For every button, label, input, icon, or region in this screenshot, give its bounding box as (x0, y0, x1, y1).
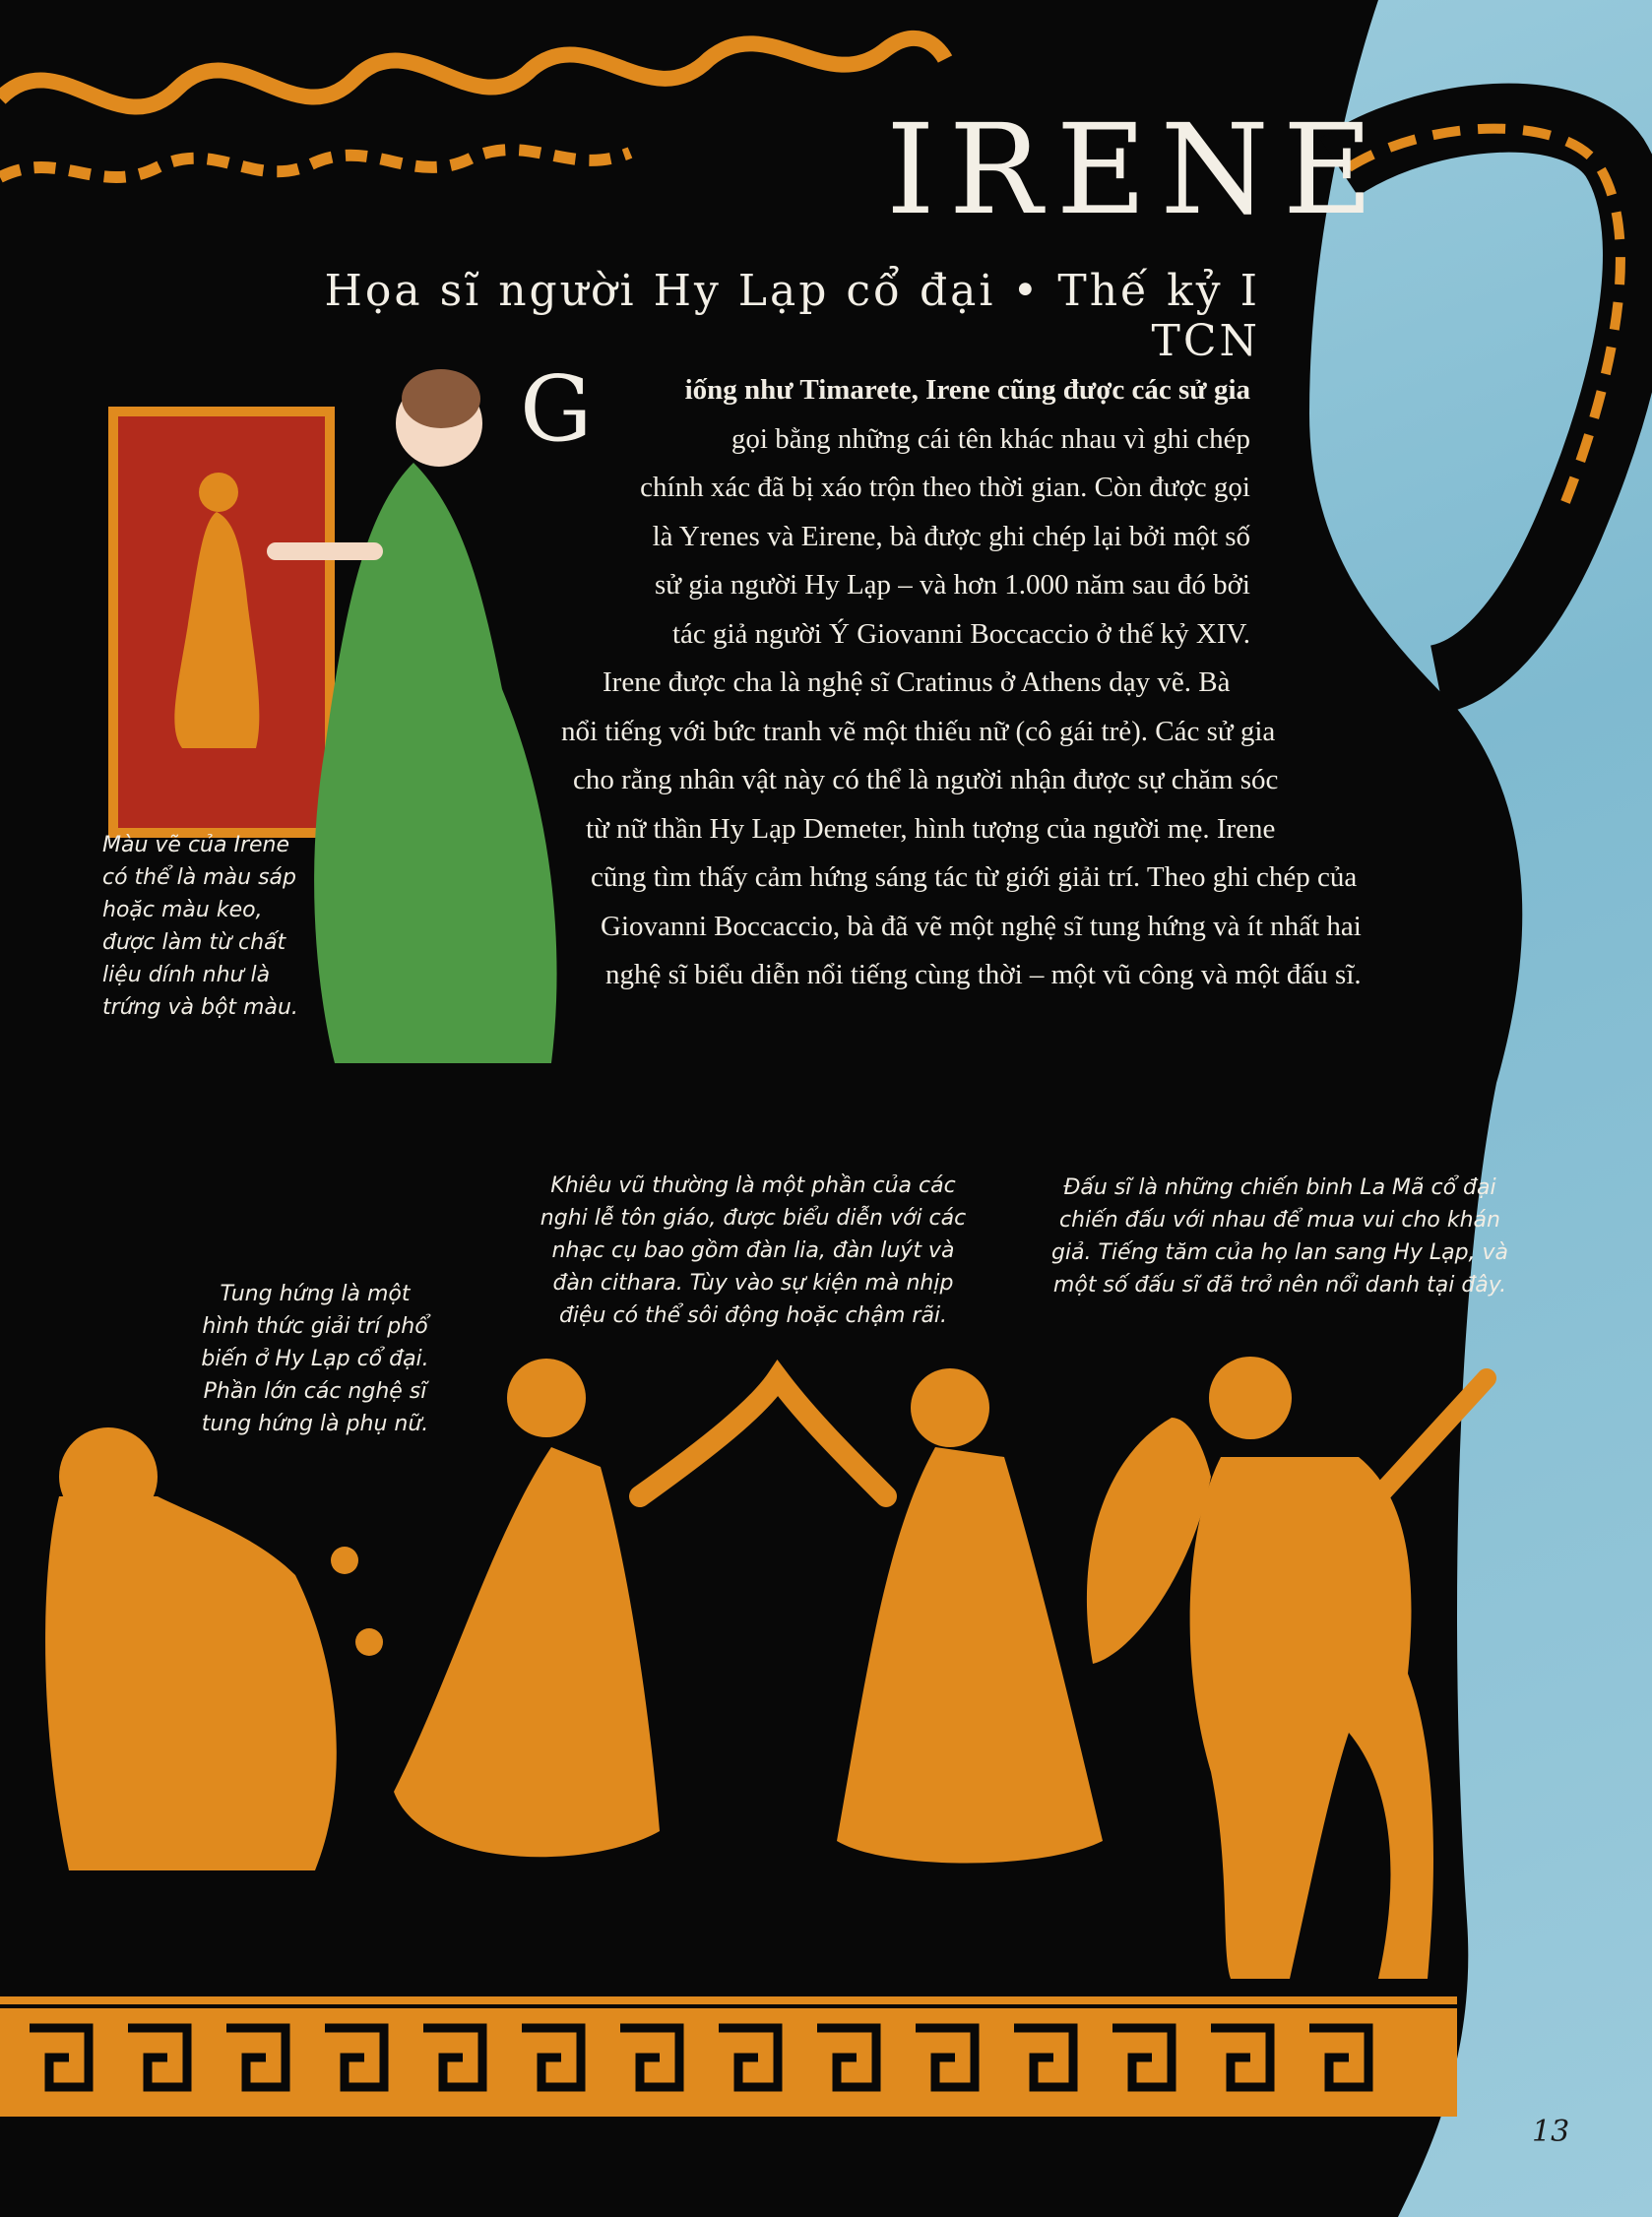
irene-hair (402, 369, 480, 428)
paragraph-2-line: nghệ sĩ biểu diễn nổi tiếng cùng thời – một vũ công và một đấu sĩ. (605, 959, 1362, 990)
caption-line: đàn cithara. Tùy vào sự kiện mà nhịp (552, 1271, 954, 1296)
juggling-ball-2 (355, 1628, 383, 1656)
paragraph-1-line: chính xác đã bị xáo trộn theo thời gian. Còn được gọi (640, 472, 1250, 503)
caption-gladiator (1039, 1172, 1521, 1301)
paragraph-1-line: là Yrenes và Eirene, bà được ghi chép lại bởi một số (652, 520, 1250, 552)
paragraph-2-line: từ nữ thần Hy Lạp Demeter, hình tượng của người mẹ. Irene (586, 812, 1276, 845)
caption-line: điệu có thể sôi động hoặc chậm rãi. (558, 1303, 948, 1328)
caption-line: liệu dính như là (102, 963, 271, 987)
dancer-2-head (911, 1368, 989, 1447)
caption-line: tung hứng là phụ nữ. (201, 1412, 429, 1436)
paragraph-1-line: iống như Timarete, Irene cũng được các sử gia (684, 374, 1250, 406)
page-number: 13 (1532, 2115, 1570, 2149)
paragraph-2-line: cũng tìm thấy cảm hứng sáng tác từ giới giải trí. Theo ghi chép của (591, 861, 1358, 893)
paragraph-2-line: nổi tiếng với bức tranh vẽ một thiếu nữ (cô gái trẻ). Các sử gia (561, 715, 1276, 747)
paragraph-1-line: sử gia người Hy Lạp – và hơn 1.000 năm sau đó bởi (654, 569, 1250, 601)
gladiator-head (1209, 1357, 1292, 1439)
caption-line: chiến đấu với nhau để mua vui cho khán (1059, 1208, 1500, 1233)
paragraph-2-line: Giovanni Boccaccio, bà đã vẽ một nghệ sĩ tung hứng và ít nhất hai (601, 910, 1362, 942)
caption-dance (522, 1170, 985, 1332)
dancer-1-head (507, 1359, 586, 1437)
paragraph-1 (520, 356, 1250, 659)
caption-line: Phần lớn các nghệ sĩ (203, 1379, 427, 1404)
caption-line: Màu vẽ của Irene (102, 833, 290, 857)
caption-juggling (172, 1278, 458, 1440)
paragraph-2-line: cho rằng nhân vật này có thể là người nhận được sự chăm sóc (573, 764, 1279, 795)
page-subtitle: Họa sĩ người Hy Lạp cổ đại • Thế kỷ I TCN (324, 266, 1260, 366)
caption-line: giả. Tiếng tăm của họ lan sang Hy Lạp, và (1050, 1240, 1509, 1265)
caption-line: Tung hứng là một (220, 1282, 411, 1306)
paragraph-2-line: Irene được cha là nghệ sĩ Cratinus ở Athens dạy vẽ. Bà (603, 666, 1231, 698)
caption-line: biến ở Hy Lạp cổ đại. (201, 1347, 429, 1371)
caption-line: trứng và bột màu. (102, 995, 298, 1020)
caption-line: Đấu sĩ là những chiến binh La Mã cổ đại (1063, 1175, 1496, 1200)
caption-line: nhạc cụ bao gồm đàn lia, đàn luýt và (551, 1238, 955, 1263)
caption-line: hình thức giải trí phổ (202, 1314, 428, 1339)
paragraph-2 (561, 659, 1362, 1000)
paragraph-1-line: gọi bằng những cái tên khác nhau vì ghi chép (731, 422, 1250, 455)
caption-line: một số đấu sĩ đã trở nên nổi danh tại đây. (1052, 1273, 1507, 1298)
caption-line: hoặc màu keo, (102, 898, 263, 922)
caption-line: nghi lễ tôn giáo, được biểu diễn với các (540, 1206, 967, 1231)
caption-line: được làm từ chất (102, 930, 286, 955)
juggler-head (59, 1427, 158, 1526)
drop-cap: G (520, 356, 593, 462)
juggling-ball-1 (331, 1547, 358, 1574)
caption-line: có thể là màu sáp (102, 865, 296, 890)
paragraph-1-line: tác giả người Ý Giovanni Boccaccio ở thế kỷ XIV. (671, 617, 1250, 650)
caption-line: Khiêu vũ thường là một phần của các (550, 1173, 956, 1198)
caption-paint (102, 829, 298, 1024)
meander-line (0, 1996, 1457, 2004)
painted-figure-head (199, 473, 238, 512)
page-title: IRENE (886, 97, 1387, 242)
